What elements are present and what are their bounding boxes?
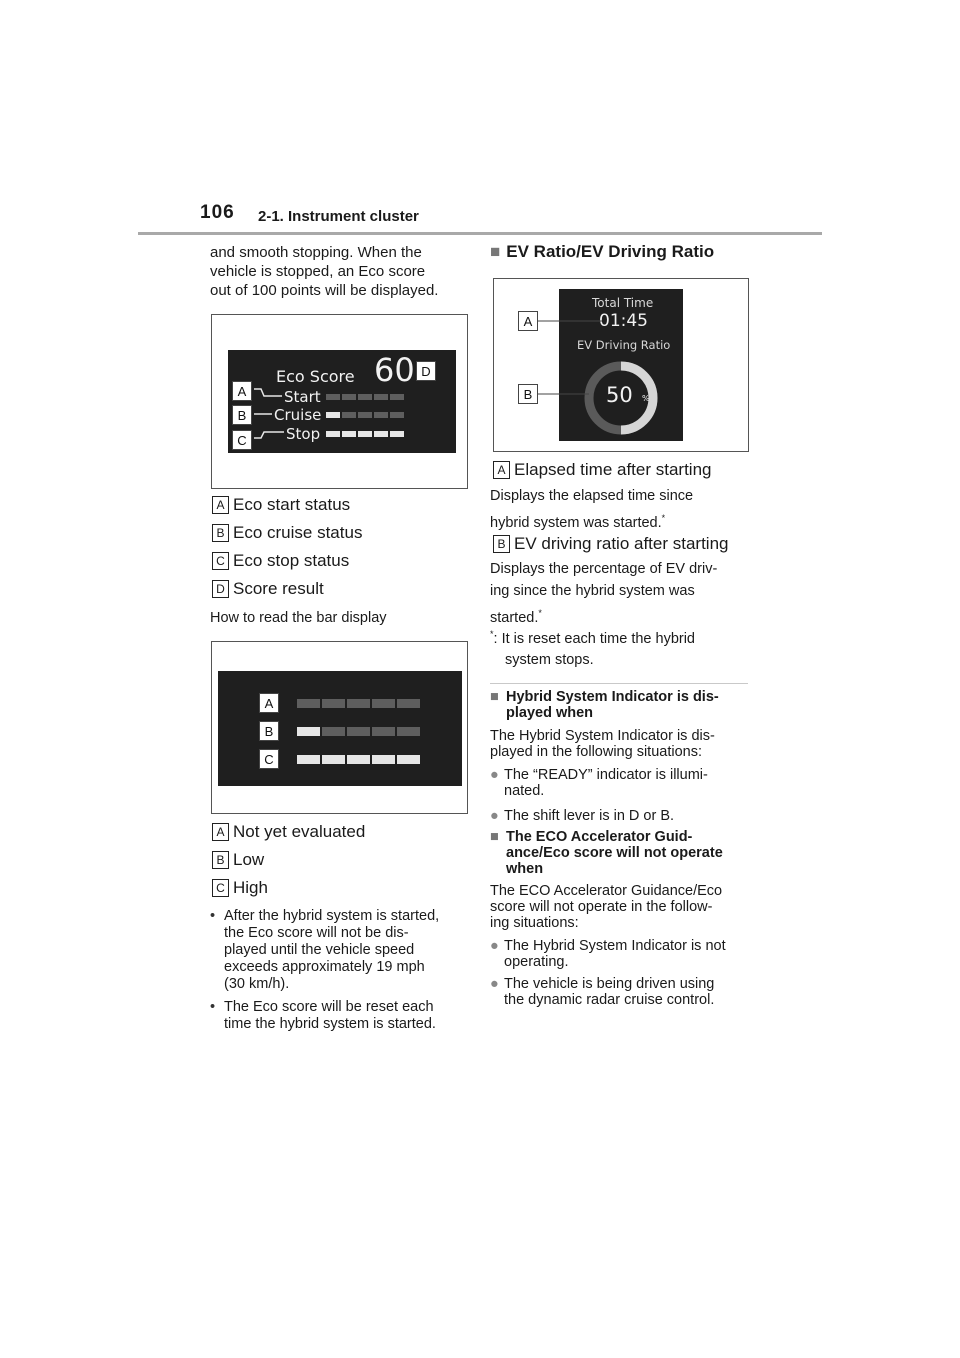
label-c-box: C xyxy=(259,749,279,769)
bullet-line: the dynamic radar cruise control. xyxy=(504,992,715,1008)
intro-paragraph xyxy=(210,243,470,300)
eco-score-figure xyxy=(211,314,468,489)
sub-heading xyxy=(490,829,760,877)
sub-heading-line: when xyxy=(506,861,544,877)
desc-line: ing since the hybrid system was xyxy=(490,583,695,599)
desc-line: Displays the elapsed time since xyxy=(490,488,694,504)
bar-segment xyxy=(342,412,356,418)
desc-line: hybrid system was started.* xyxy=(490,513,666,531)
intro-line: played in the following situations: xyxy=(490,744,702,760)
ev-ratio-heading xyxy=(490,242,714,262)
bar-segment xyxy=(358,412,372,418)
item-a-title xyxy=(493,459,711,481)
bullet-icon: ● xyxy=(490,767,499,783)
bar-segment xyxy=(372,755,395,764)
bullet-icon: • xyxy=(210,999,216,1015)
page-number: 106 xyxy=(200,202,235,223)
header-rule xyxy=(138,232,822,235)
legend-item xyxy=(212,550,362,572)
bar-segment xyxy=(326,412,340,418)
asterisk-mark: * xyxy=(490,629,494,639)
start-label: Start xyxy=(284,388,321,406)
bullet-item xyxy=(490,976,760,1008)
legend-1 xyxy=(212,494,362,600)
desc-line: started.* xyxy=(490,608,542,626)
total-time-label: Total Time xyxy=(592,296,654,310)
bar-caption: How to read the bar display xyxy=(210,610,387,626)
item-title-text: EV driving ratio after starting xyxy=(514,534,729,553)
bar-segment xyxy=(347,755,370,764)
intro-line: out of 100 points will be displayed. xyxy=(210,282,439,299)
legend-item xyxy=(212,849,365,871)
note-line: exceeds approximately 19 mph xyxy=(224,959,425,975)
bar-segment xyxy=(390,394,404,400)
bullet-line: The shift lever is in D or B. xyxy=(504,808,675,824)
bullet-line: The Hybrid System Indicator is not xyxy=(504,938,726,954)
item-a-desc xyxy=(490,485,693,534)
bar-display-screen xyxy=(218,671,462,786)
footnote xyxy=(490,624,695,671)
bar-segment xyxy=(297,727,320,736)
bar-segment xyxy=(358,431,372,437)
bullet-line: The “READY” indicator is illumi- xyxy=(504,767,708,783)
stop-label: Stop xyxy=(286,425,321,443)
bar-segment xyxy=(372,699,395,708)
note-item xyxy=(210,908,472,993)
square-marker-icon: ■ xyxy=(490,829,499,845)
eco-guidance-section xyxy=(490,829,760,1008)
label-a-box: A xyxy=(259,693,279,713)
bar-segment xyxy=(322,699,345,708)
section-title: 2-1. Instrument cluster xyxy=(258,208,419,225)
item-b-title xyxy=(493,533,728,555)
note-line: The Eco score will be reset each xyxy=(224,999,434,1015)
label-b-box: B xyxy=(259,721,279,741)
bar-segment xyxy=(390,412,404,418)
bullet-item xyxy=(490,938,760,970)
note-text xyxy=(224,999,436,1033)
key-box: D xyxy=(212,580,229,598)
label-a-box: A xyxy=(518,311,538,331)
notes xyxy=(210,908,472,1033)
sub-heading-line: ance/Eco score will not operate xyxy=(506,845,723,861)
ev-ratio-figure xyxy=(493,278,749,452)
ev-connector-lines xyxy=(494,279,748,451)
sub-intro xyxy=(490,728,760,760)
asterisk-mark: * xyxy=(538,608,542,618)
bullet-item xyxy=(490,808,760,824)
square-marker-icon: ■ xyxy=(490,242,501,261)
bar-segment xyxy=(326,394,340,400)
key-box: B xyxy=(212,524,229,542)
legend-text: Eco start status xyxy=(233,495,351,514)
asterisk-mark: * xyxy=(661,513,666,523)
legend-item xyxy=(212,877,365,899)
intro-line: ing situations: xyxy=(490,915,579,931)
legend-text: Eco stop status xyxy=(233,551,350,570)
key-box: A xyxy=(212,823,229,841)
ev-ratio-unit: % xyxy=(642,394,650,403)
key-box: C xyxy=(212,879,229,897)
sub-heading-line: The ECO Accelerator Guid- xyxy=(506,829,693,845)
hybrid-indicator-section xyxy=(490,689,760,824)
eco-score-title: Eco Score xyxy=(276,367,355,386)
label-c-box: C xyxy=(232,430,252,450)
legend-text: Low xyxy=(233,850,265,869)
label-d-box: D xyxy=(416,361,436,381)
bullet-icon: • xyxy=(210,908,216,924)
legend-2 xyxy=(212,821,365,899)
bar-segment xyxy=(372,727,395,736)
sub-heading xyxy=(490,689,760,721)
square-marker-icon: ■ xyxy=(490,689,499,705)
bar-segment xyxy=(397,727,420,736)
bar-segment xyxy=(342,431,356,437)
bullet-item xyxy=(490,767,760,799)
heading-text: EV Ratio/EV Driving Ratio xyxy=(506,242,715,261)
sub-intro xyxy=(490,883,760,931)
bar-segment xyxy=(397,699,420,708)
label-a-box: A xyxy=(232,381,252,401)
bar-segment xyxy=(342,394,356,400)
bullet-icon: ● xyxy=(490,976,499,992)
intro-line: vehicle is stopped, an Eco score xyxy=(210,263,426,280)
intro-line: The ECO Accelerator Guidance/Eco xyxy=(490,883,723,899)
sub-heading-line: played when xyxy=(506,705,594,721)
label-b-box: B xyxy=(232,405,252,425)
bullet-line: The vehicle is being driven using xyxy=(504,976,715,992)
bullet-icon: ● xyxy=(490,808,499,824)
intro-line: score will not operate in the follow- xyxy=(490,899,713,915)
legend-item xyxy=(212,578,362,600)
footnote-line: system stops. xyxy=(505,651,594,668)
bar-segment xyxy=(297,699,320,708)
note-line: After the hybrid system is started, xyxy=(224,908,440,924)
legend-item xyxy=(212,821,365,843)
intro-line: The Hybrid System Indicator is dis- xyxy=(490,728,715,744)
bullet-line: nated. xyxy=(504,783,545,799)
bullet-icon: ● xyxy=(490,938,499,954)
key-box: C xyxy=(212,552,229,570)
item-b-desc xyxy=(490,558,717,629)
ev-ratio-label: EV Driving Ratio xyxy=(577,338,671,352)
legend-item xyxy=(212,522,362,544)
bar-segment xyxy=(358,394,372,400)
legend-text: Score result xyxy=(233,579,324,598)
label-b-box: B xyxy=(518,384,538,404)
bar-segment xyxy=(322,755,345,764)
note-line: played until the vehicle speed xyxy=(224,942,415,958)
key-box: A xyxy=(212,496,229,514)
legend-text: Eco cruise status xyxy=(233,523,363,542)
bar-segment xyxy=(326,431,340,437)
bar-segment xyxy=(374,394,388,400)
desc-line: Displays the percentage of EV driv- xyxy=(490,561,718,577)
total-time-value: 01:45 xyxy=(599,311,648,331)
legend-text: Not yet evaluated xyxy=(233,822,366,841)
bar-segment xyxy=(374,431,388,437)
section-divider xyxy=(490,683,748,684)
legend-text: High xyxy=(233,878,268,897)
bar-segment xyxy=(374,412,388,418)
bullet-line: operating. xyxy=(504,954,569,970)
bar-segment xyxy=(347,699,370,708)
bar-segment xyxy=(297,755,320,764)
legend-item xyxy=(212,494,362,516)
eco-score-value: 60 xyxy=(374,351,415,389)
bar-segment xyxy=(322,727,345,736)
sub-heading-line: Hybrid System Indicator is dis- xyxy=(506,689,719,705)
footnote-line: *: It is reset each time the hybrid xyxy=(490,629,695,647)
note-text xyxy=(224,908,439,993)
note-line: the Eco score will not be dis- xyxy=(224,925,409,941)
bar-segment xyxy=(397,755,420,764)
note-line: (30 km/h). xyxy=(224,976,290,992)
cruise-label: Cruise xyxy=(274,406,322,424)
key-box: B xyxy=(493,535,510,553)
bar-segment xyxy=(347,727,370,736)
bar-segment xyxy=(390,431,404,437)
item-title-text: Elapsed time after starting xyxy=(514,460,712,479)
key-box: A xyxy=(493,461,510,479)
bar-display-figure xyxy=(211,641,468,814)
note-item xyxy=(210,999,472,1033)
intro-line: and smooth stopping. When the xyxy=(210,244,422,261)
note-line: time the hybrid system is started. xyxy=(224,1016,436,1032)
key-box: B xyxy=(212,851,229,869)
ev-ratio-value: 50 xyxy=(606,383,633,407)
